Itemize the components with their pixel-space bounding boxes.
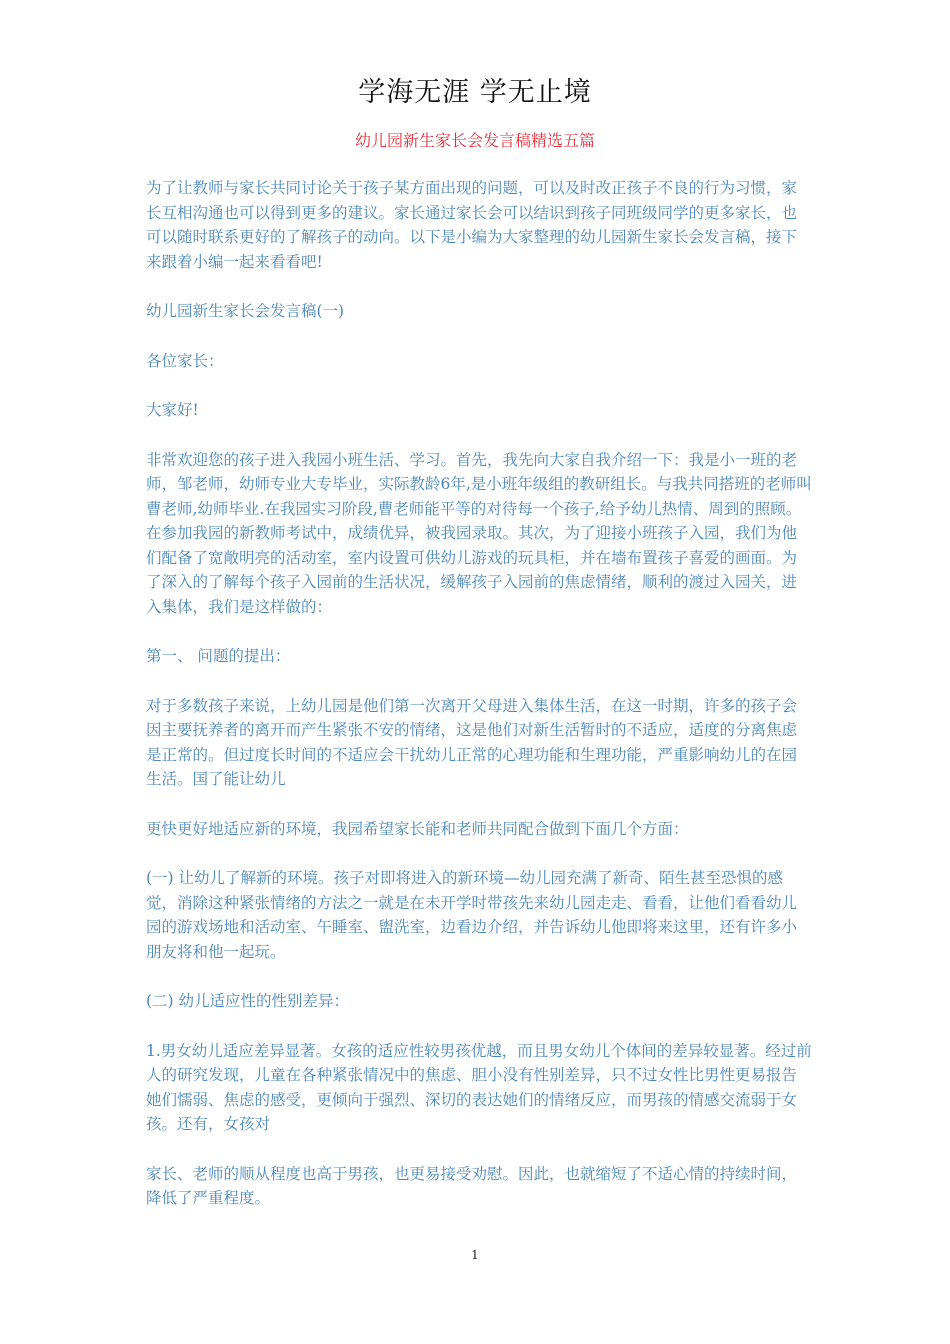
paragraph-compliance: 家长、老师的顺从程度也高于男孩，也更易接受劝慰。因此，也就缩短了不适心情的持续时间，降低了严重程度。	[146, 1164, 798, 1207]
paragraph-self-introduction: 非常欢迎您的孩子进入我园小班生活、学习。首先，我先向大家自我介绍一下：我是小一班的老师，邹老师，幼师专业大专毕业，实际教龄6年,是小班年级组的教研组长。与我共同搭班的老师叫曹老师,幼师毕业.在我园实习阶段,曹老师能平等的对待每一个孩子,给予幼儿热情、周到的照顾。在参加我园的新教师考试中，成绩优异，被我园录取。其次，为了迎接小班孩子入园，我们为他们配备了宽敞明亮的活动室，室内设置可供幼儿游戏的玩具柜，并在墙布置孩子喜爱的画面。为了深入的了解每个孩子入园前的生活状况，缓解孩子入园前的焦虑情绪，顺利的渡过入园关，进入集体，我们是这样做的：	[146, 450, 812, 616]
paragraph-cooperation: 更快更好地适应新的环境，我园希望家长能和老师共同配合做到下面几个方面：	[146, 819, 689, 838]
paragraph-intro: 为了让教师与家长共同讨论关于孩子某方面出现的问题，可以及时改正孩子不良的行为习惯，家长互相沟通也可以得到更多的建议。家长通过家长会可以结识到孩子同班级同学的更多家长，也可以随时联系更好的了解孩子的动向。以下是小编为大家整理的幼儿园新生家长会发言稿，接下来跟着小编一起来看看吧!	[146, 179, 798, 271]
salutation: 各位家长：	[146, 351, 224, 370]
subheading-gender-difference: (二) 幼儿适应性的性别差异：	[146, 992, 350, 1010]
page-number: 1	[471, 1248, 479, 1262]
document-title: 幼儿园新生家长会发言稿精选五篇	[354, 131, 595, 150]
paragraph-gender-difference: 1.男女幼儿适应差异显著。女孩的适应性较男孩优越，而且男女幼儿个体间的差异较显著。经过前人的研究发现，儿童在各种紧张情况中的焦虑、胆小没有性别差异，只不过女性比男性更易报告她们懦弱、焦虑的感受，更倾向于强烈、深切的表达她们的情绪反应，而男孩的情感交流弱于女孩。还有，女孩对	[146, 1041, 812, 1133]
paragraph-environment: (一) 让幼儿了解新的环境。孩子对即将进入的新环境—幼儿园充满了新奇、陌生甚至恐惧的感觉，消除这种紧张情绪的方法之一就是在未开学时带孩先来幼儿园走走、看看，让他们看看幼儿园的游戏场地和活动室、午睡室、盥洗室，边看边介绍，并告诉幼儿他即将来这里，还有许多小朋友将和他一起玩。	[146, 869, 798, 961]
greeting: 大家好!	[146, 401, 199, 419]
subheading-problem: 第一、 问题的提出：	[146, 647, 291, 665]
header-title: 学海无涯 学无止境	[358, 77, 592, 108]
document-body	[146, 176, 812, 1236]
paragraph-problem: 对于多数孩子来说，上幼儿园是他们第一次离开父母进入集体生活，在这一时期，许多的孩子会因主要抚养者的离开而产生紧张不安的情绪，这是他们对新生活暂时的不适应，适度的分离焦虑是正常的。但过度长时间的不适应会干扰幼儿正常的心理功能和生理功能，严重影响幼儿的在园生活。国了能让幼儿	[146, 696, 798, 788]
section-heading: 幼儿园新生家长会发言稿(一)	[146, 302, 345, 320]
